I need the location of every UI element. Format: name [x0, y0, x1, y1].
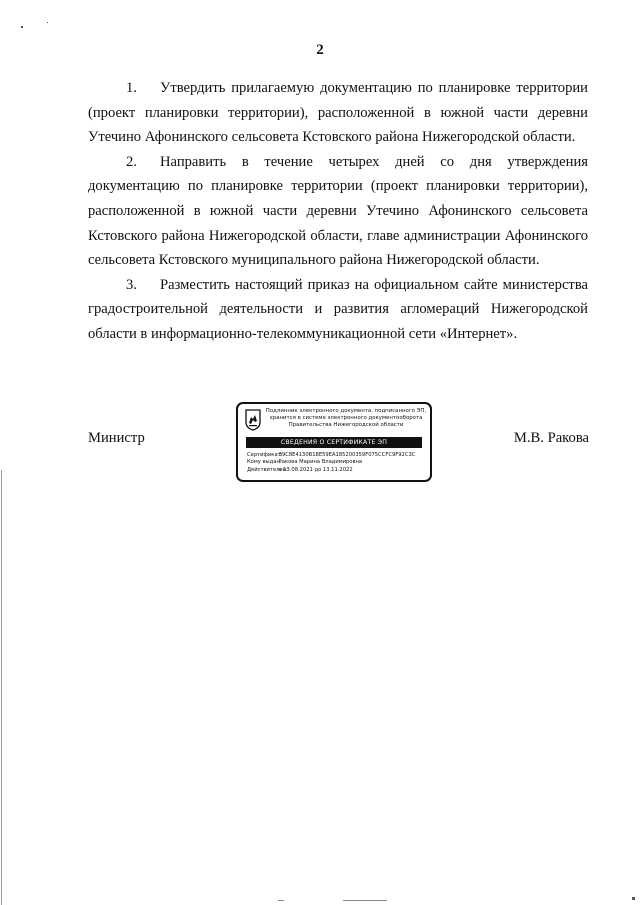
scan-speck [632, 897, 635, 900]
stamp-header-line: Правительства Нижегородской области [288, 422, 404, 429]
issued-to-label: Кому выдан: [247, 459, 282, 466]
electronic-signature-stamp [236, 402, 432, 482]
validity-row [247, 467, 427, 474]
certificate-label: Сертификат: [247, 452, 283, 458]
paragraph-number: 3. [126, 276, 137, 293]
paragraph-number: 1. [126, 80, 137, 96]
stamp-header-line: Подлинник электронного документа, подписанного ЭП, [265, 408, 427, 414]
certificate-row [247, 452, 427, 459]
document-body [88, 76, 588, 347]
paragraph-3 [88, 273, 588, 347]
paragraph-2 [88, 150, 588, 273]
stamp-header-line: хранится в системе электронного документооборота [269, 415, 423, 422]
validity-label: Действителен: [247, 466, 288, 473]
scan-speck [21, 26, 23, 28]
scan-mark [278, 900, 284, 901]
stamp-header-text [264, 408, 428, 430]
paragraph-1 [88, 76, 588, 150]
scan-edge-line [1, 470, 2, 905]
certificate-details [247, 452, 427, 474]
stamp-header [238, 407, 430, 435]
page-number: 2 [316, 42, 324, 58]
issued-to-row [247, 459, 427, 466]
signer-position: Министр [88, 430, 145, 446]
issued-to-value: Ракова Марина Владимировна [278, 459, 363, 466]
paragraph-text: Разместить настоящий приказ на официальном сайте министерства градостроительной деятельности и развития агломераций Нижегородской области в информационно-телекоммуникационной сети «Интернет». [88, 276, 588, 342]
scan-mark [343, 900, 387, 901]
paragraph-number: 2. [126, 153, 137, 170]
signer-name: М.В. Ракова [513, 430, 589, 446]
certificate-value: 39C8E4130B18E59EA185200359F075CCFC9F92C3C [278, 452, 416, 458]
paragraph-text: Утвердить прилагаемую документацию по планировке территории (проект планировки территории), расположенной в южной части деревни Утечино Афонинского сельсовета Кстовского района Нижегородской области. [88, 80, 588, 146]
scan-speck [47, 22, 48, 23]
certificate-info-bar: СВЕДЕНИЯ О СЕРТИФИКАТЕ ЭП [246, 437, 422, 448]
coat-of-arms-icon [245, 409, 261, 431]
validity-value: с 13.08.2021 до 13.11.2022 [278, 466, 353, 473]
paragraph-text: Направить в течение четырех дней со дня утверждения документацию по планировке территории (проект планировки территории), расположенной в южной части деревни Утечино Афонинского сельсовета Кстовского района Нижегородской области, главе администрации Афонинского сельсовета Кстовского муниципального района Нижегородской области. [88, 153, 588, 269]
